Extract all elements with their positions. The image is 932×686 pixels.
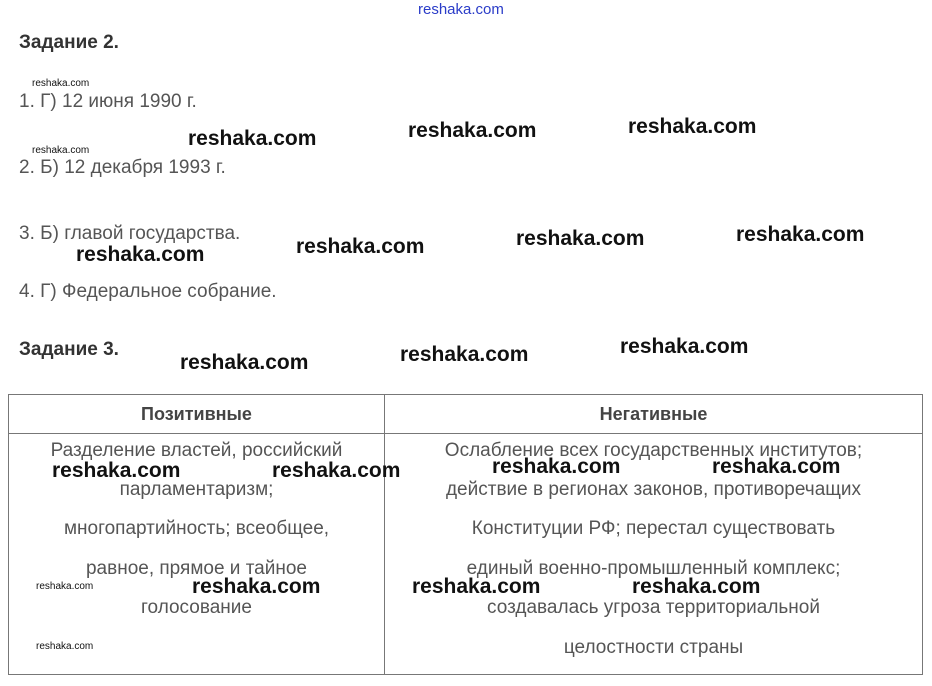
header-positive: Позитивные bbox=[9, 395, 385, 434]
watermark: reshaka.com bbox=[712, 455, 841, 478]
watermark: reshaka.com bbox=[628, 115, 757, 138]
comparison-table bbox=[8, 394, 923, 675]
negative-line: создавалась угроза территориальной bbox=[487, 597, 820, 618]
watermark: reshaka.com bbox=[736, 223, 865, 246]
task2-answer-3: 3. Б) главой государства. bbox=[19, 223, 241, 244]
watermark: reshaka.com bbox=[400, 343, 529, 366]
watermark: reshaka.com bbox=[272, 459, 401, 482]
watermark-small: reshaka.com bbox=[32, 78, 90, 89]
task2-heading: Задание 2. bbox=[19, 32, 119, 53]
watermark: reshaka.com bbox=[52, 459, 181, 482]
site-watermark-top: reshaka.com bbox=[418, 1, 504, 18]
watermark: reshaka.com bbox=[620, 335, 749, 358]
watermark: reshaka.com bbox=[408, 119, 537, 142]
watermark-small: reshaka.com bbox=[32, 145, 90, 156]
task3-heading: Задание 3. bbox=[19, 339, 119, 360]
watermark: reshaka.com bbox=[76, 243, 205, 266]
watermark: reshaka.com bbox=[412, 575, 541, 598]
watermark-small: reshaka.com bbox=[36, 581, 94, 592]
watermark: reshaka.com bbox=[516, 227, 645, 250]
watermark: reshaka.com bbox=[188, 127, 317, 150]
watermark: reshaka.com bbox=[192, 575, 321, 598]
positive-line: многопартийность; всеобщее, bbox=[63, 518, 330, 539]
watermark: reshaka.com bbox=[492, 455, 621, 478]
negative-line: действие в регионах законов, противоречащих bbox=[445, 479, 862, 500]
negative-line: целостности страны bbox=[563, 637, 744, 658]
negative-line: Ослабление всех государственных институтов; bbox=[444, 440, 863, 461]
watermark-small: reshaka.com bbox=[36, 641, 94, 652]
negative-line: единый военно-промышленный комплекс; bbox=[466, 558, 841, 579]
negative-line: Конституции РФ; перестал существовать bbox=[471, 518, 836, 539]
positive-line: парламентаризм; bbox=[119, 479, 274, 500]
table-header-row bbox=[9, 395, 923, 434]
positive-line: голосование bbox=[141, 597, 252, 618]
positive-line: Разделение властей, российский bbox=[50, 440, 343, 461]
watermark: reshaka.com bbox=[632, 575, 761, 598]
task2-answer-1: 1. Г) 12 июня 1990 г. bbox=[19, 91, 197, 112]
watermark: reshaka.com bbox=[296, 235, 425, 258]
task2-answer-2: 2. Б) 12 декабря 1993 г. bbox=[19, 157, 226, 178]
positive-line: равное, прямое и тайное bbox=[85, 558, 307, 579]
header-negative: Негативные bbox=[385, 395, 923, 434]
task2-answer-4: 4. Г) Федеральное собрание. bbox=[19, 281, 277, 302]
cell-negative bbox=[385, 434, 923, 675]
watermark: reshaka.com bbox=[180, 351, 309, 374]
